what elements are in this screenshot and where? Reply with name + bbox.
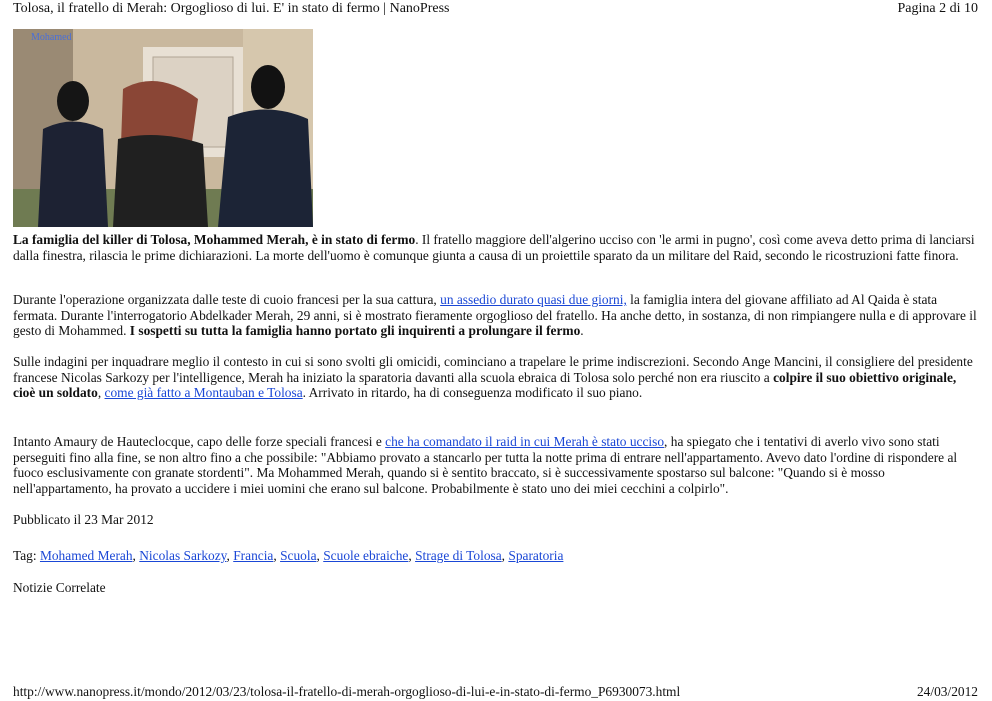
- link-montauban[interactable]: come già fatto a Montauban e Tolosa: [104, 385, 303, 400]
- tag-list: Tag: Mohamed Merah, Nicolas Sarkozy, Francia, Scuola, Scuole ebraiche, Strage di Tolosa, Sparatoria: [13, 548, 564, 563]
- print-footer-url: http://www.nanopress.it/mondo/2012/03/23/tolosa-il-fratello-di-merah-orgoglioso-di-lui-e-in-stato-di-fermo_P6930073.html: [13, 684, 681, 699]
- tag-link[interactable]: Francia: [233, 548, 274, 563]
- tag-link[interactable]: Scuola: [280, 548, 317, 563]
- paragraph-text: .: [580, 323, 584, 338]
- bold-text: colpire il suo obiettivo originale, cioè un soldato: [13, 369, 957, 400]
- published-date: Pubblicato il 23 Mar 2012: [13, 512, 154, 527]
- related-news-heading: Notizie Correlate: [13, 580, 106, 595]
- tag-link[interactable]: Scuole ebraiche: [323, 548, 409, 563]
- paragraph-text: la famiglia intera del giovane affiliato ad Al Qaida è stata fermata. Durante l'interrogatorio Abdelkader Merah, 29 anni, si è mostrato fieramente orgoglioso del fratello. Ha anche detto, in sostanza, di non rimpiangere nulla e di approvare il gesto di Mohammed.: [13, 292, 977, 338]
- bold-text: I sospetti su tutta la famiglia hanno portato gli inquirenti a prolungare il fermo: [129, 323, 581, 338]
- print-header-page-number: Pagina 2 di 10: [897, 1, 978, 16]
- article-photo: [13, 29, 313, 227]
- link-raid[interactable]: che ha comandato il raid in cui Merah è stato ucciso: [385, 434, 665, 449]
- paragraph-text: Intanto Amaury de Hauteclocque, capo delle forze speciali francesi e: [13, 434, 386, 449]
- paragraph-text: Durante l'operazione organizzata dalle teste di cuoio francesi per la sua cattura,: [13, 292, 441, 307]
- photo-caption: Mohamed: [31, 32, 72, 43]
- tag-link[interactable]: Nicolas Sarkozy: [139, 548, 227, 563]
- print-header-title: Tolosa, il fratello di Merah: Orgoglioso di lui. E' in stato di fermo | NanoPress: [13, 1, 450, 16]
- paragraph-text: Sulle indagini per inquadrare meglio il contesto in cui si sono svolti gli omicidi, cominciano a trapelare le prime indiscrezioni. Secondo Ange Mancini, il consigliere del presidente francese Nicolas Sarkozy per l'intelligence, Merah ha iniziato la sparatoria davanti alla scuola ebraica di Tolosa solo perché non era riuscito a: [13, 354, 973, 385]
- lead-bold: La famiglia del killer di Tolosa, Mohammed Merah, è in stato di fermo: [13, 232, 416, 247]
- article-paragraph-2: [13, 292, 979, 339]
- tags-label: Tag:: [13, 548, 40, 563]
- tag-link[interactable]: Sparatoria: [508, 548, 564, 563]
- print-footer-date: 24/03/2012: [916, 684, 978, 699]
- article-paragraph-1: [13, 232, 979, 263]
- link-assedio[interactable]: un assedio durato quasi due giorni,: [440, 292, 627, 307]
- paragraph-text: . Il fratello maggiore dell'algerino ucciso con 'le armi in pugno', così come aveva detto prima di lanciarsi dalla finestra, rilascia le prime dichiarazioni. La morte dell'uomo è comunque giunta a causa di un proiettile sparato da un militare del Raid, secondo le ricostruzioni fatte finora.: [13, 232, 975, 263]
- tag-link[interactable]: Mohamed Merah: [39, 548, 133, 563]
- article-paragraph-3: [13, 354, 979, 401]
- paragraph-text: . Arrivato in ritardo, ha di conseguenza modificato il suo piano.: [302, 385, 643, 400]
- article-paragraph-4: [13, 434, 979, 496]
- paragraph-text: ,: [97, 385, 105, 400]
- tag-link[interactable]: Strage di Tolosa: [415, 548, 502, 563]
- paragraph-text: , ha spiegato che i tentativi di averlo vivo sono stati perseguiti fino alla fine, se non altro fino a che possibile: "Abbiamo provato a stancarlo per tutta la notte prima di entrare nell'appartamento. Avevo dato l'ordine di rispondere al fuoco esclusivamente con granate stordenti". Ma Mohammed Merah, quando si è sentito braccato, si è successivamente spostarso sul balcone: "Quando si è mosso nell'appartamento, ha provato a uccidere i miei uomini che erano sul balcone. Probabilmente è stato uno dei miei cecchini a colpirlo".: [13, 434, 958, 496]
